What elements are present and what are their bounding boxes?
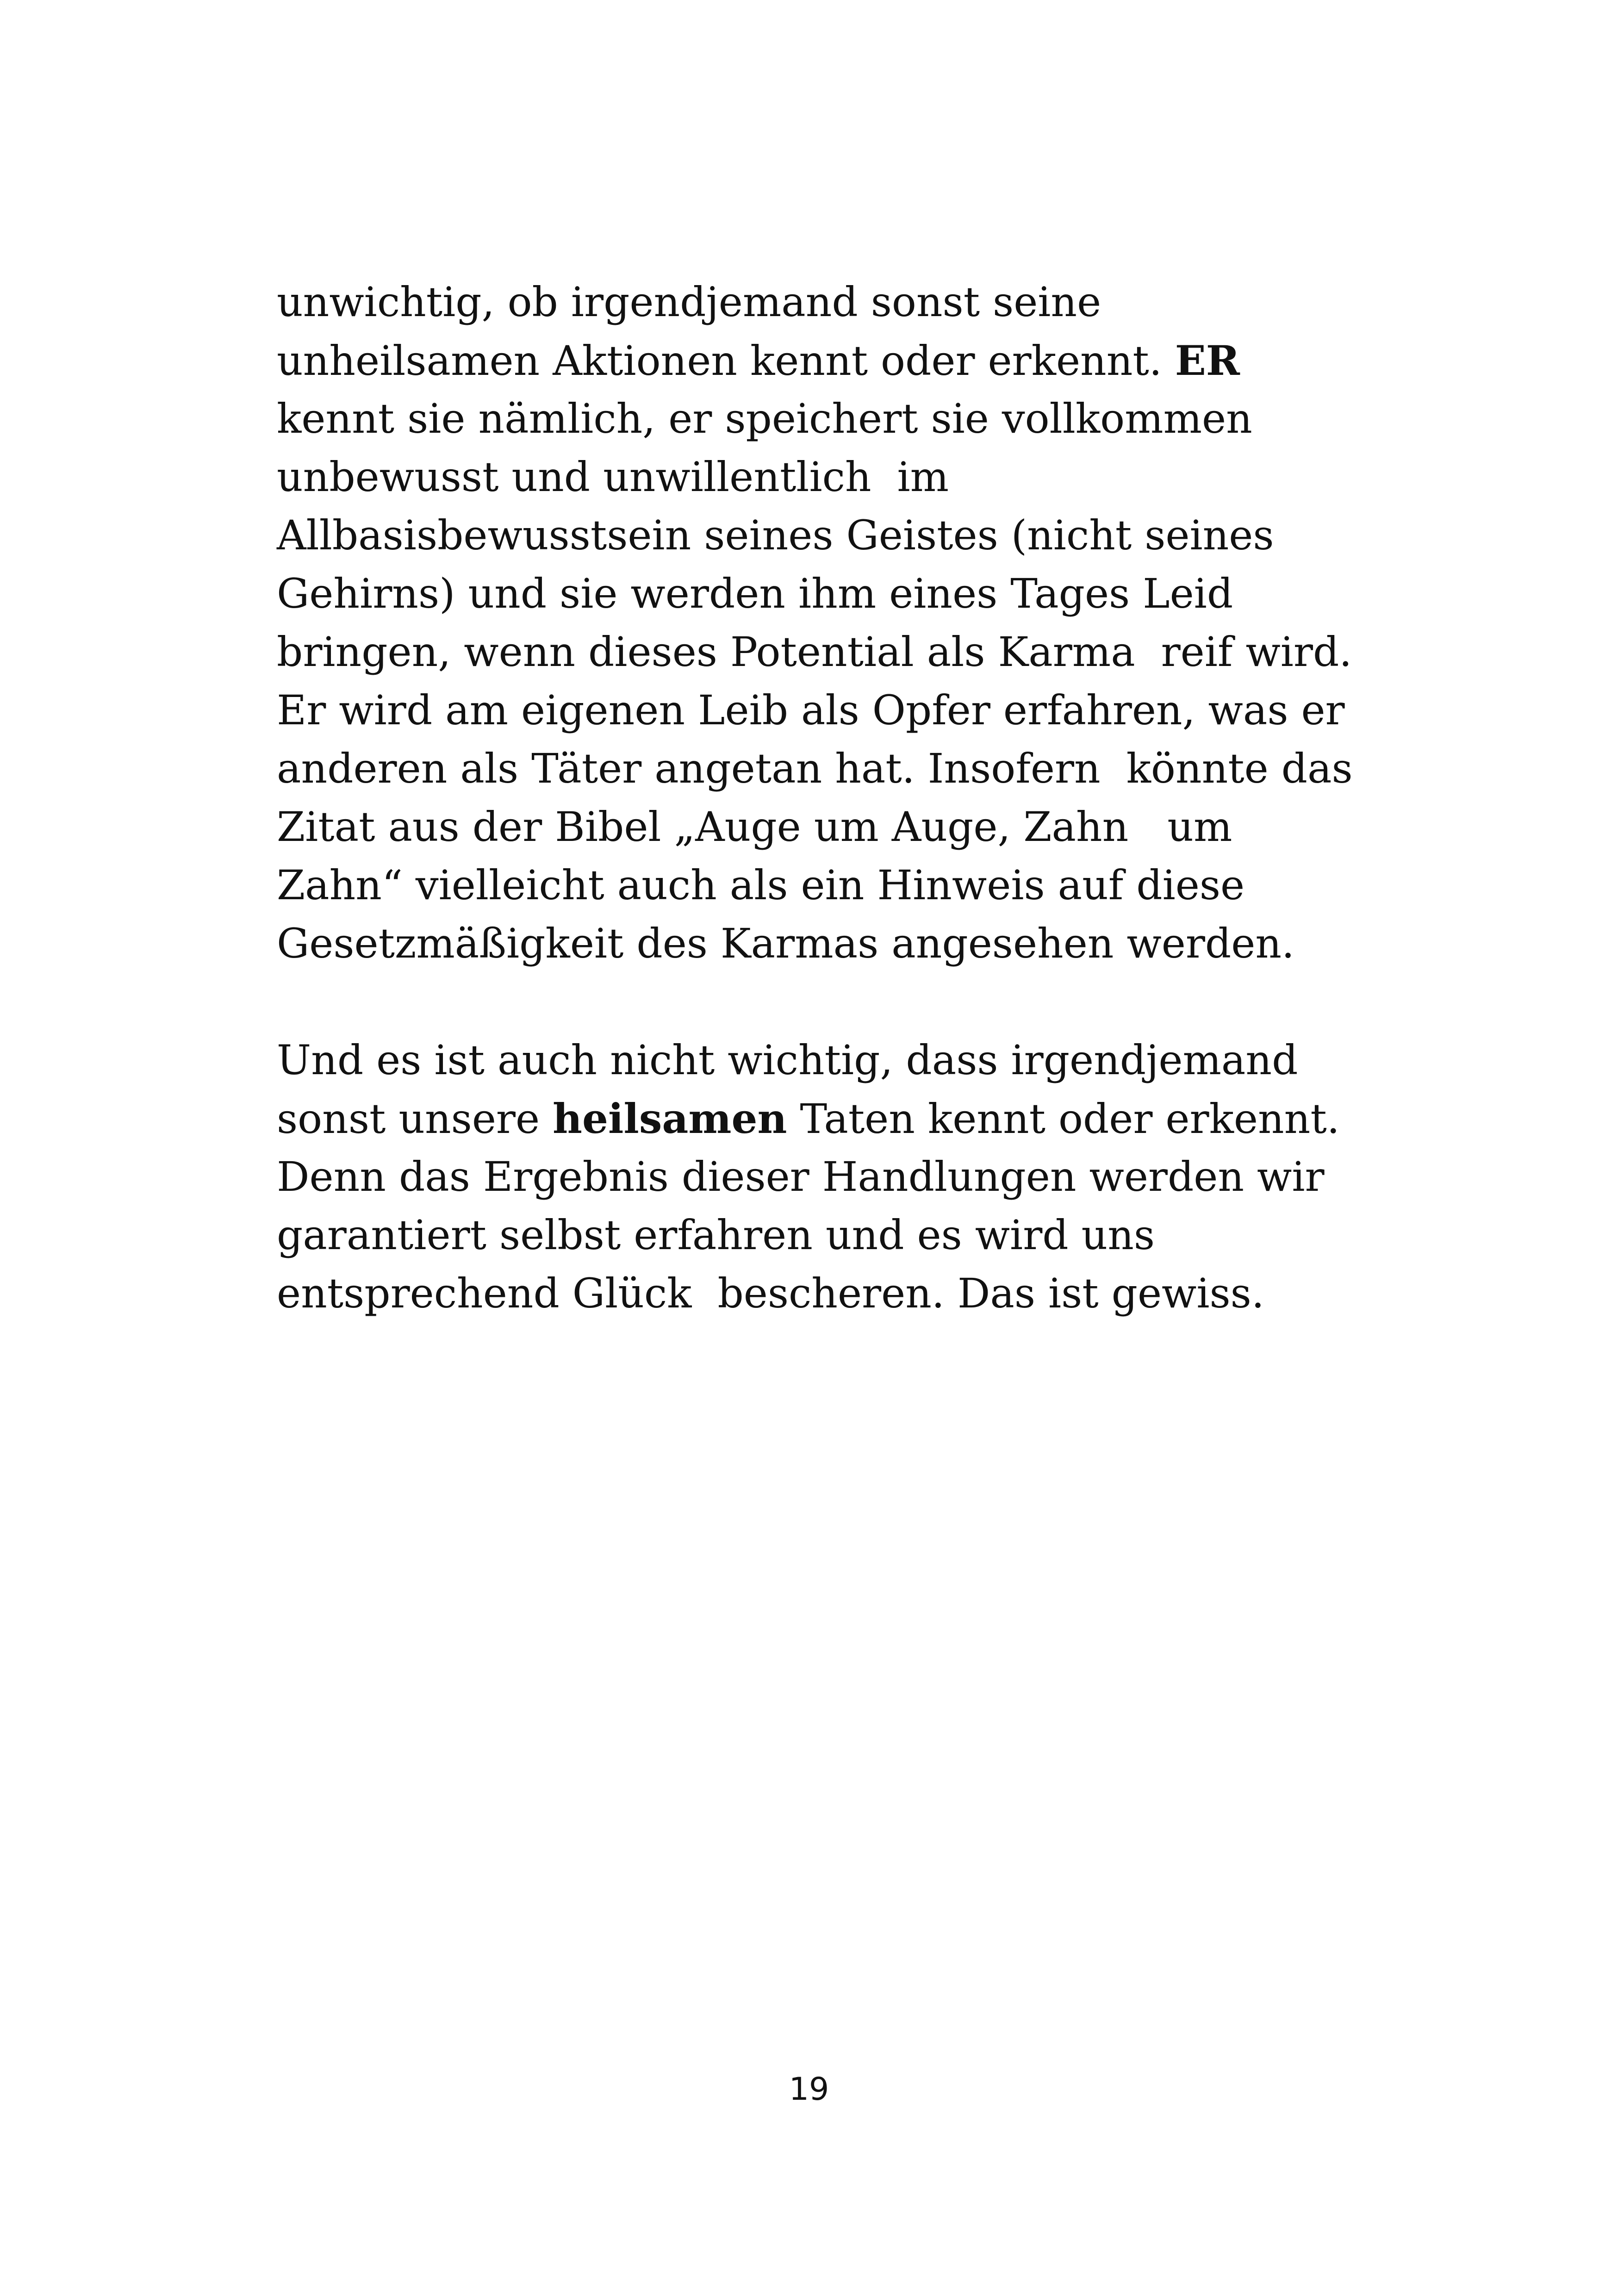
text-run: Zitat aus der Bibel „Auge um Auge, Zahn um [277,803,1232,851]
body-text [277,273,1425,1323]
text-line [277,448,1425,506]
text-run: bringen, wenn dieses Potential als Karma reif wird. [277,628,1352,676]
text-run: Allbasisbewusstsein seines Geistes (nicht seines [277,511,1274,559]
text-line [277,273,1425,331]
text-run: Taten kennt oder erkennt. [787,1095,1340,1143]
page-number: 19 [789,2071,829,2108]
text-line [277,915,1425,973]
text-run: Er wird am eigenen Leib als Opfer erfahren, was er [277,686,1345,734]
text-line [277,565,1425,623]
text-run: anderen als Täter angetan hat. Insofern könnte das [277,745,1353,792]
paragraph-spacer [277,973,1425,1031]
text-line [277,1206,1425,1264]
text-line [277,506,1425,565]
text-line [277,856,1425,915]
text-line [277,681,1425,740]
text-line [277,1031,1425,1089]
text-line [277,740,1425,798]
text-line [277,1264,1425,1323]
text-run: Zahn“ vielleicht auch als ein Hinweis auf diese [277,861,1245,909]
text-run: entsprechend Glück bescheren. Das ist gewiss. [277,1269,1264,1317]
text-run: unbewusst und unwillentlich im [277,453,949,501]
text-run: Gehirns) und sie werden ihm eines Tages Leid [277,570,1233,617]
text-run: kennt sie nämlich, er speichert sie vollkommen [277,395,1252,442]
paragraph [277,273,1425,973]
text-run: Denn das Ergebnis dieser Handlungen werden wir [277,1153,1325,1201]
text-line [277,798,1425,856]
text-run: unwichtig, ob irgendjemand sonst seine [277,278,1101,326]
text-run: Gesetzmäßigkeit des Karmas angesehen werden. [277,920,1294,967]
text-line [277,1148,1425,1206]
text-line [277,623,1425,681]
text-line [277,390,1425,448]
bold-text-run: heilsamen [553,1095,787,1143]
text-run: sonst unsere [277,1095,553,1143]
text-run: unheilsamen Aktionen kennt oder erkennt. [277,337,1175,385]
text-run: garantiert selbst erfahren und es wird uns [277,1211,1155,1259]
text-line [277,1089,1425,1148]
paragraph [277,1031,1425,1323]
text-line [277,331,1425,390]
text-run: Und es ist auch nicht wichtig, dass irgendjemand [277,1036,1298,1084]
bold-text-run: ER [1175,336,1240,385]
